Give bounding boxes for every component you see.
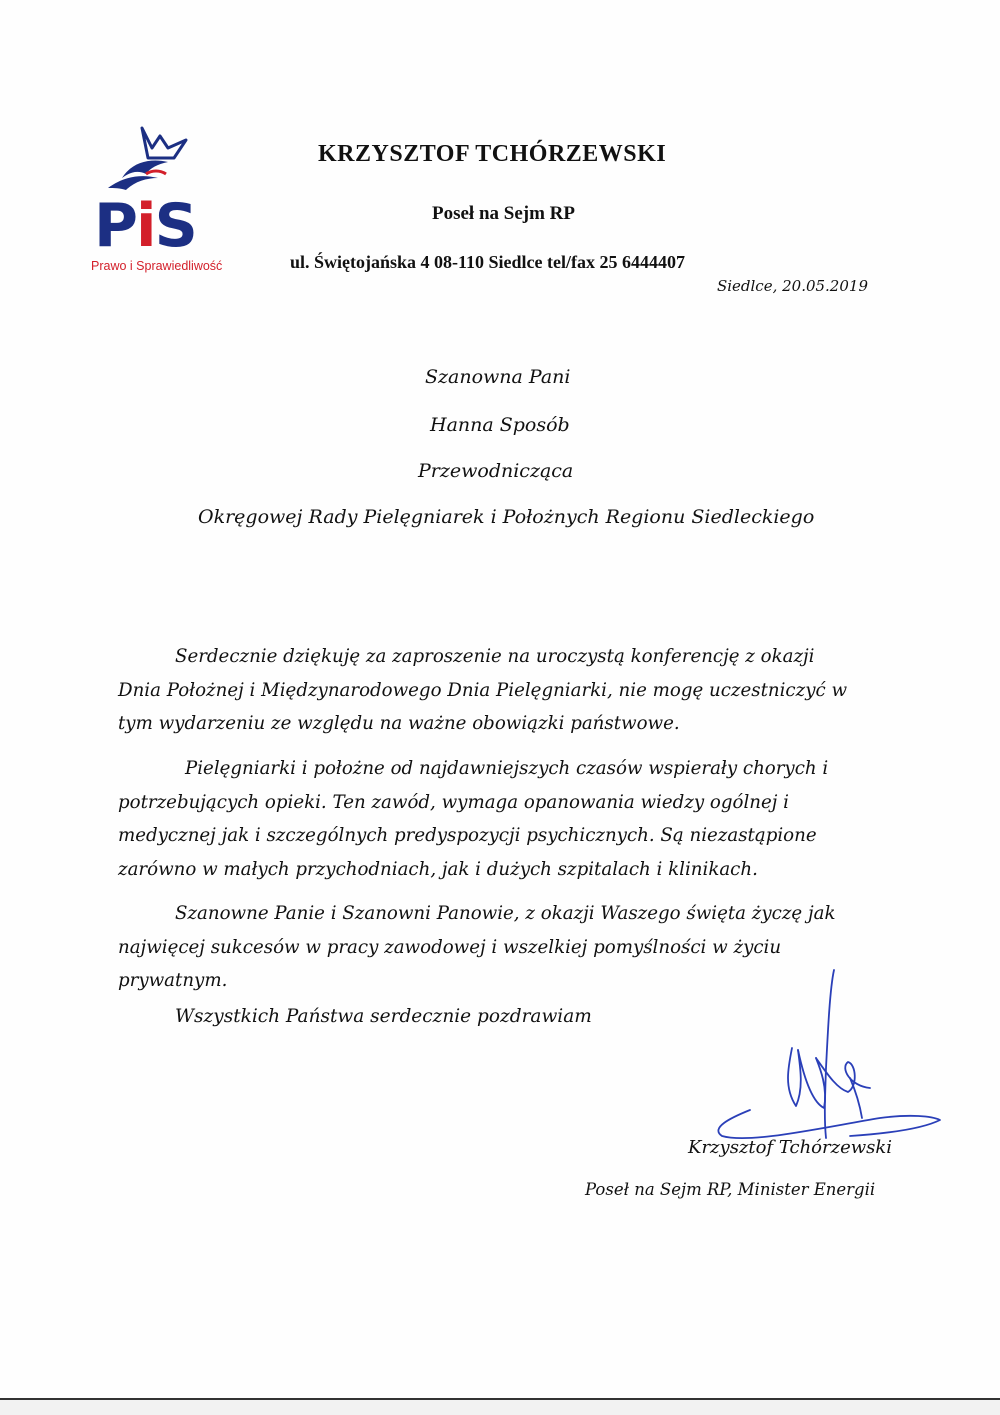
logo-letter-i: i [135,191,155,261]
paragraph-line: prywatnym. [118,970,228,991]
recipient-organization: Okręgowej Rady Pielęgniarek i Położnych Regionu Siedleckiego [198,506,815,528]
paragraph-line: medycznej jak i szczególnych predyspozycji psychicznych. Są niezastąpione [118,825,817,846]
body-paragraph-1 [118,640,888,741]
scan-margin [0,1400,1000,1415]
sender-title: Poseł na Sejm RP [432,203,576,224]
body-paragraph-2 [118,752,888,886]
logo-letters [94,191,196,261]
paragraph-line: Dnia Położnej i Międzynarodowego Dnia Pielęgniarki, nie mogę uczestniczyć w [118,679,848,701]
paragraph-line: najwięcej sukcesów w pracy zawodowej i wszelkiej pomyślności w życiu [118,936,782,958]
handwritten-signature-icon [700,968,945,1148]
closing-line: Wszystkich Państwa serdecznie pozdrawiam [175,1006,592,1027]
paragraph-line: zarówno w małych przychodniach, jak i dużych szpitalach i klinikach. [118,858,758,880]
letter-date: Siedlce, 20.05.2019 [716,277,868,295]
paragraph-line: potrzebujących opieki. Ten zawód, wymaga opanowania wiedzy ogólnej i [118,791,789,813]
logo-letter-s: S [154,191,196,261]
recipient-position: Przewodnicząca [418,460,574,482]
logo-letter-p: P [94,191,136,261]
signatory-name: Krzysztof Tchórzewski [688,1137,893,1158]
signatory-role: Poseł na Sejm RP, Minister Energii [585,1180,876,1199]
party-logo [88,118,248,288]
recipient-name: Hanna Sposób [430,414,570,436]
sender-address: ul. Świętojańska 4 08-110 Siedlce tel/fax 25 6444407 [290,252,685,272]
paragraph-line: Pielęgniarki i położne od najdawniejszych czasów wspierały chorych i [185,758,829,779]
sender-name: KRZYSZTOF TCHÓRZEWSKI [318,141,667,167]
recipient-salutation: Szanowna Pani [425,366,571,388]
paragraph-line: Szanowne Panie i Szanowni Panowie, z okazji Waszego święta życzę jak [175,903,836,924]
logo-tagline: Prawo i Sprawiedliwość [91,259,223,273]
paragraph-line: Serdecznie dziękuję za zaproszenie na uroczystą konferencję z okazji [175,646,815,667]
paragraph-line: tym wydarzeniu ze względu na ważne obowiązki państwowe. [118,713,680,734]
